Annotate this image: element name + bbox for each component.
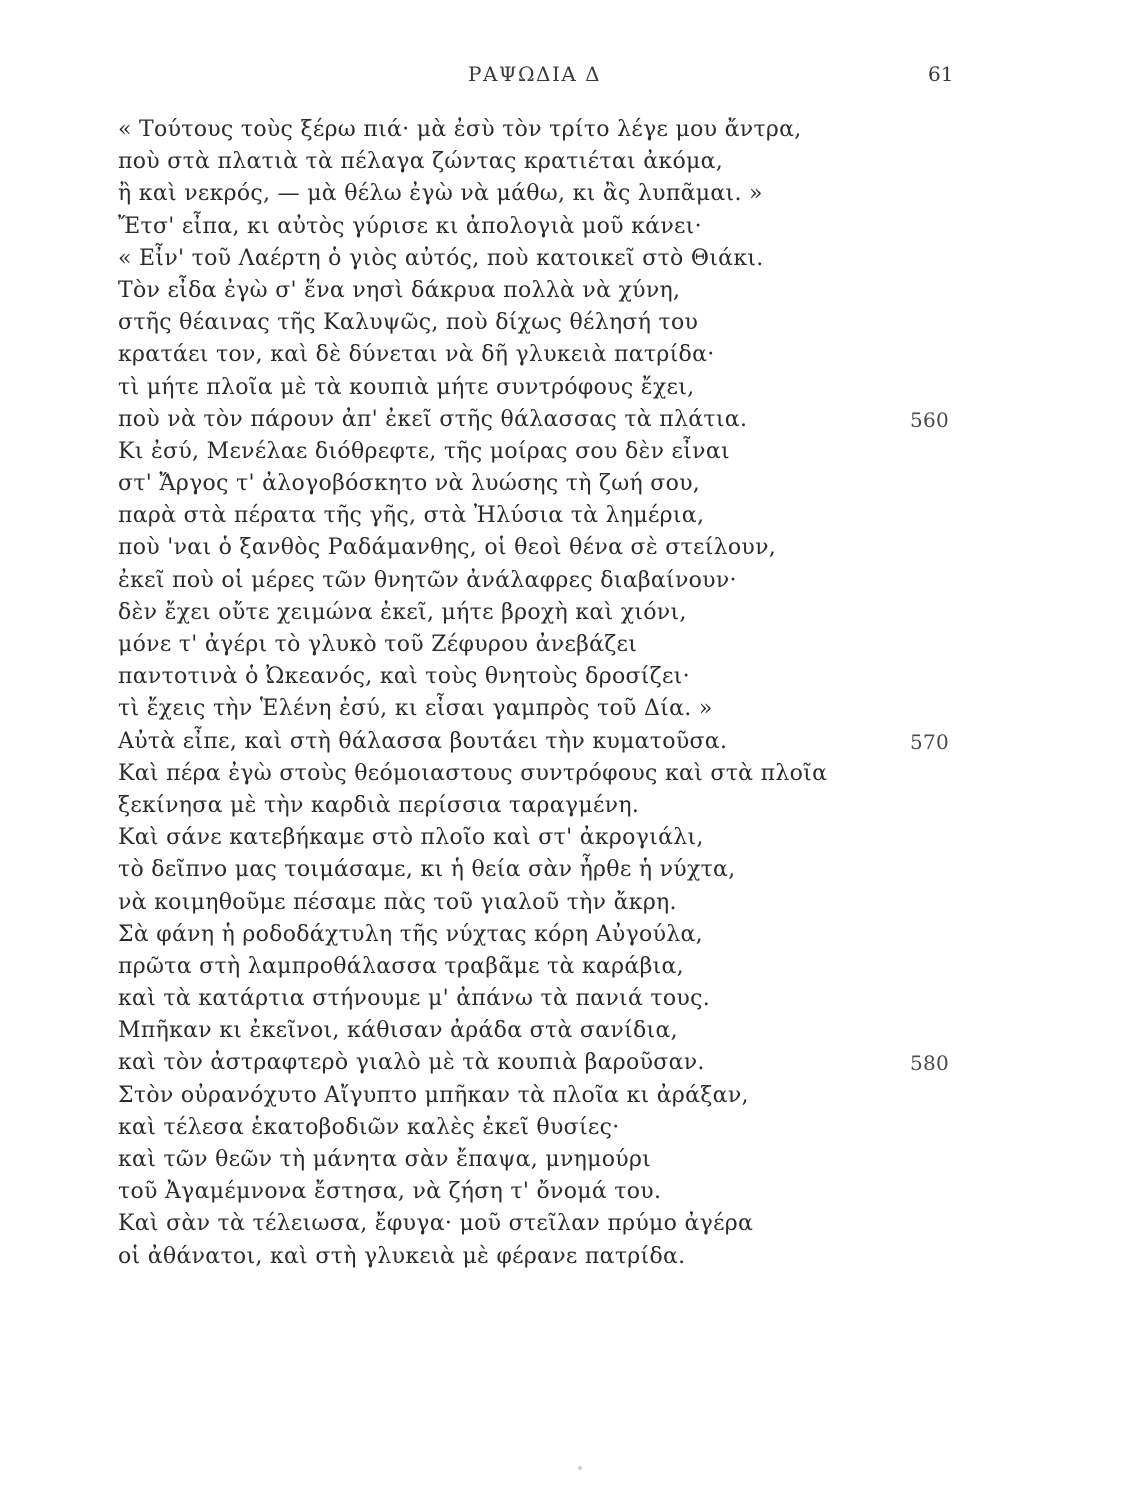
verse-text: πρῶτα στὴ λαμπροθάλασσα τραβᾶμε τὰ καράβια, xyxy=(118,953,684,979)
verse-text: Αὐτὰ εἶπε, καὶ στὴ θάλασσα βουτάει τὴν κυματοῦσα. xyxy=(118,728,728,754)
verse-line xyxy=(118,1176,1018,1208)
verse-text: οἱ ἀθάνατοι, καὶ στὴ γλυκειὰ μὲ φέρανε πατρίδα. xyxy=(118,1243,686,1269)
verse-text: παντοτινὰ ὁ Ὠκεανός, καὶ τοὺς θνητοὺς δροσίζει· xyxy=(118,664,690,690)
verse-line xyxy=(118,468,1018,500)
verse-line xyxy=(118,243,1018,275)
verse-text: Κι ἐσύ, Μενέλαε διόθρεφτε, τῆς μοίρας σου δὲν εἶναι xyxy=(118,438,730,464)
verse-text: δὲν ἔχει οὔτε χειμώνα ἐκεῖ, μήτε βροχὴ καὶ χιόνι, xyxy=(118,599,687,625)
paper-speck xyxy=(578,1466,582,1470)
verse-text: καὶ τὸν ἀστραφτερὸ γιαλὸ μὲ τὰ κουπιὰ βαροῦσαν. xyxy=(118,1050,705,1076)
verse-line xyxy=(118,307,1018,339)
verse-line xyxy=(118,339,1018,371)
verse-line xyxy=(118,146,1018,178)
verse-text: τὶ ἔχεις τὴν Ἑλένη ἐσύ, κι εἶσαι γαμπρὸς τοῦ Δία. » xyxy=(118,696,713,722)
verse-line xyxy=(118,597,1018,629)
verse-text: ποὺ νὰ τὸν πάρουν ἀπ' ἐκεῖ στῆς θάλασσας τὰ πλάτια. xyxy=(118,406,748,432)
verse-text: τὶ μήτε πλοῖα μὲ τὰ κουπιὰ μήτε συντρόφους ἔχει, xyxy=(118,374,695,400)
verse-line xyxy=(118,1144,1018,1176)
verse-text: παρὰ στὰ πέρατα τῆς γῆς, στὰ Ἠλύσια τὰ λημέρια, xyxy=(118,503,705,529)
verse-text: « Τούτους τοὺς ξέρω πιά· μὰ ἐσὺ τὸν τρίτο λέγε μου ἄντρα, xyxy=(118,117,802,142)
verse-text: Ἔτσ' εἶπα, κι αὐτὸς γύρισε κι ἀπολογιὰ μοῦ κάνει· xyxy=(118,213,702,239)
verse-line xyxy=(118,726,1018,758)
verse-line xyxy=(118,919,1018,951)
verse-line xyxy=(118,887,1018,919)
verse-text: νὰ κοιμηθοῦμε πέσαμε πὰς τοῦ γιαλοῦ τὴν ἄκρη. xyxy=(118,889,677,915)
page-number: 61 xyxy=(928,62,954,86)
verse-line xyxy=(118,951,1018,983)
verse-line xyxy=(118,404,1018,436)
line-number: 580 xyxy=(910,1051,950,1076)
verse-line xyxy=(118,211,1018,243)
verse-block xyxy=(118,114,1018,1273)
verse-line xyxy=(118,693,1018,725)
verse-line xyxy=(118,532,1018,564)
verse-text: « Εἶν' τοῦ Λαέρτη ὁ γιὸς αὐτός, ποὺ κατοικεῖ στὸ Θιάκι. xyxy=(118,245,764,271)
verse-text: κρατάει τον, καὶ δὲ δύνεται νὰ δῆ γλυκειὰ πατρίδα· xyxy=(118,342,715,368)
verse-text: ἢ καὶ νεκρός, — μὰ θέλω ἐγὼ νὰ μάθω, κι ἂς λυπᾶμαι. » xyxy=(118,181,763,207)
verse-line xyxy=(118,436,1018,468)
verse-text: Τὸν εἶδα ἐγὼ σ' ἕνα νησὶ δάκρυα πολλὰ νὰ χύνη, xyxy=(118,277,681,303)
verse-text: ἐκεῖ ποὺ οἱ μέρες τῶν θνητῶν ἀνάλαφρες διαβαίνουν· xyxy=(118,567,737,593)
verse-text: στῆς θέαινας τῆς Καλυψῶς, ποὺ δίχως θέλησή του xyxy=(118,310,699,336)
verse-line xyxy=(118,661,1018,693)
verse-text: καὶ τῶν θεῶν τὴ μάνητα σὰν ἔπαψα, μνημούρι xyxy=(118,1147,652,1172)
verse-line xyxy=(118,983,1018,1015)
verse-text: Σὰ φάνη ἡ ροδοδάχτυλη τῆς νύχτας κόρη Αὐγούλα, xyxy=(118,921,703,947)
verse-text: τὸ δεῖπνο μας τοιμάσαμε, κι ἡ θεία σὰν ἦρθε ἡ νύχτα, xyxy=(118,857,736,883)
verse-line xyxy=(118,1208,1018,1240)
verse-line xyxy=(118,1015,1018,1047)
verse-text: ξεκίνησα μὲ τὴν καρδιὰ περίσσια ταραγμένη. xyxy=(118,792,640,818)
line-number: 560 xyxy=(910,407,950,432)
verse-line xyxy=(118,1080,1018,1112)
verse-text: Καὶ πέρα ἐγὼ στοὺς θεόμοιαστους συντρόφους καὶ στὰ πλοῖα xyxy=(118,760,828,786)
verse-text: στ' Ἄργος τ' ἀλογοβόσκητο νὰ λυώσης τὴ ζωή σου, xyxy=(118,471,701,497)
verse-text: Καὶ σάνε κατεβήκαμε στὸ πλοῖο καὶ στ' ἀκρογιάλι, xyxy=(118,825,704,851)
running-head xyxy=(0,56,1146,88)
verse-line xyxy=(118,178,1018,210)
verse-line xyxy=(118,1112,1018,1144)
verse-line xyxy=(118,629,1018,661)
verse-line xyxy=(118,500,1018,532)
verse-line xyxy=(118,114,1018,146)
verse-line xyxy=(118,1047,1018,1079)
verse-text: ποὺ στὰ πλατιὰ τὰ πέλαγα ζώντας κρατιέται ἀκόμα, xyxy=(118,149,724,175)
running-title: ΡΑΨΩΔΙΑ Δ xyxy=(468,62,602,86)
verse-line xyxy=(118,758,1018,790)
verse-line xyxy=(118,854,1018,886)
verse-line xyxy=(118,822,1018,854)
verse-text: τοῦ Ἀγαμέμνονα ἔστησα, νὰ ζήση τ' ὄνομά του. xyxy=(118,1179,662,1205)
verse-line xyxy=(118,565,1018,597)
verse-line xyxy=(118,372,1018,404)
verse-text: Στὸν οὐρανόχυτο Αἴγυπτο μπῆκαν τὰ πλοῖα κι ἀράξαν, xyxy=(118,1082,749,1108)
verse-line xyxy=(118,790,1018,822)
verse-text: Καὶ σὰν τὰ τέλειωσα, ἔφυγα· μοῦ στεῖλαν πρύμο ἀγέρα xyxy=(118,1211,754,1237)
verse-text: καὶ τὰ κατάρτια στήνουμε μ' ἀπάνω τὰ πανιά τους. xyxy=(118,986,711,1012)
verse-text: ποὺ 'ναι ὁ ξανθὸς Ραδάμανθης, οἱ θεοὶ θένα σὲ στείλουν, xyxy=(118,535,777,561)
verse-line xyxy=(118,275,1018,307)
verse-text: μόνε τ' ἀγέρι τὸ γλυκὸ τοῦ Ζέφυρου ἀνεβάζει xyxy=(118,632,638,657)
verse-text: Μπῆκαν κι ἐκεῖνοι, κάθισαν ἀράδα στὰ σανίδια, xyxy=(118,1018,678,1044)
verse-line xyxy=(118,1241,1018,1273)
verse-text: καὶ τέλεσα ἑκατοβοδιῶν καλὲς ἐκεῖ θυσίες· xyxy=(118,1114,620,1140)
line-number: 570 xyxy=(910,729,950,754)
